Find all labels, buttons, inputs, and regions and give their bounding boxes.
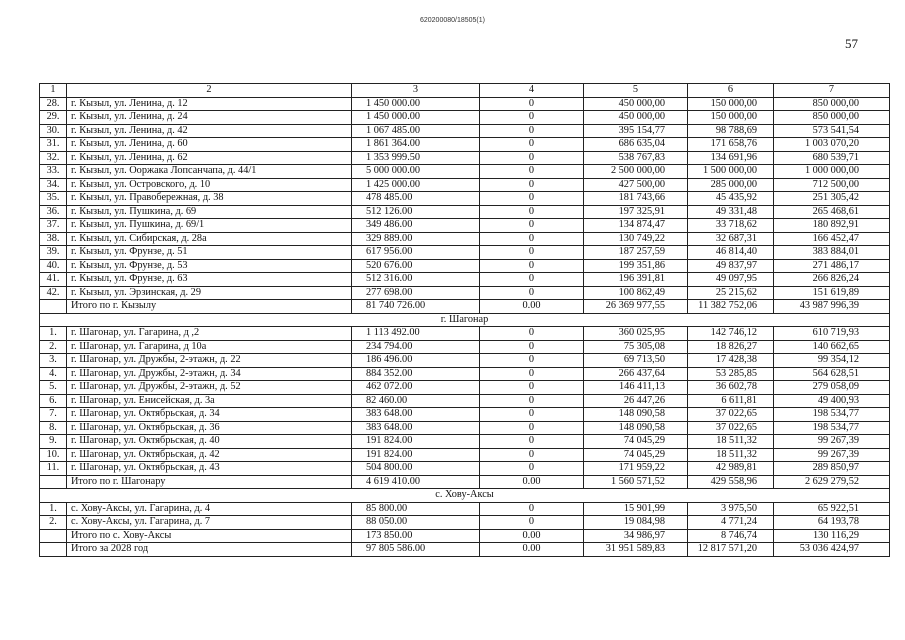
table-row-cell-3: 462 072.00 bbox=[352, 381, 480, 395]
table-row-cell-5: 74 045,29 bbox=[584, 448, 688, 462]
table-row-cell-6: 150 000,00 bbox=[688, 111, 774, 125]
table-row-cell-4: 0 bbox=[480, 232, 584, 246]
table-row-cell-3: 1 450 000.00 bbox=[352, 111, 480, 125]
header-row-cell-7: 7 bbox=[774, 84, 890, 98]
table-row bbox=[40, 124, 890, 138]
table-row-cell-6: 49 097,95 bbox=[688, 273, 774, 287]
header-row-cell-2: 2 bbox=[67, 84, 352, 98]
table-row-cell-2: с. Хову-Аксы, ул. Гагарина, д. 7 bbox=[67, 516, 352, 530]
table-row-cell-1: 3. bbox=[40, 354, 67, 368]
table-row-cell-3: 512 316.00 bbox=[352, 273, 480, 287]
table-row-cell-5: 538 767,83 bbox=[584, 151, 688, 165]
section-title-row bbox=[40, 313, 890, 327]
table-row-cell-6: 37 022,65 bbox=[688, 421, 774, 435]
grand-total-row-cell-3: 97 805 586.00 bbox=[352, 543, 480, 557]
subtotal-row-cell-2: Итого по г. Шагонару bbox=[67, 475, 352, 489]
table-row-cell-1: 33. bbox=[40, 165, 67, 179]
table-row-cell-5: 100 862,49 bbox=[584, 286, 688, 300]
table-row-cell-1: 6. bbox=[40, 394, 67, 408]
grand-total-row bbox=[40, 543, 890, 557]
table-row-cell-4: 0 bbox=[480, 502, 584, 516]
table-row-cell-3: 329 889.00 bbox=[352, 232, 480, 246]
table-row-cell-2: г. Шагонар, ул. Гагарина, д 10а bbox=[67, 340, 352, 354]
table-row-cell-3: 383 648.00 bbox=[352, 421, 480, 435]
subtotal-row-cell-7: 130 116,29 bbox=[774, 529, 890, 543]
table-row bbox=[40, 340, 890, 354]
table-row-cell-2: г. Шагонар, ул. Октябрьская, д. 42 bbox=[67, 448, 352, 462]
table-row-cell-1: 40. bbox=[40, 259, 67, 273]
table-row-cell-4: 0 bbox=[480, 246, 584, 260]
grand-total-row-cell-5: 31 951 589,83 bbox=[584, 543, 688, 557]
table-row-cell-3: 1 425 000.00 bbox=[352, 178, 480, 192]
table-row-cell-3: 1 113 492.00 bbox=[352, 327, 480, 341]
subtotal-row-cell-4: 0.00 bbox=[480, 529, 584, 543]
table-row-cell-4: 0 bbox=[480, 192, 584, 206]
table-row bbox=[40, 259, 890, 273]
table-row bbox=[40, 327, 890, 341]
table-row-cell-2: с. Хову-Аксы, ул. Гагарина, д. 4 bbox=[67, 502, 352, 516]
table-row-cell-5: 19 084,98 bbox=[584, 516, 688, 530]
table-row-cell-5: 450 000,00 bbox=[584, 111, 688, 125]
table-row-cell-7: 610 719,93 bbox=[774, 327, 890, 341]
table-row-cell-7: 850 000,00 bbox=[774, 111, 890, 125]
table-row-cell-2: г. Кызыл, ул. Островского, д. 10 bbox=[67, 178, 352, 192]
table-row-cell-2: г. Шагонар, ул. Октябрьская, д. 36 bbox=[67, 421, 352, 435]
table-row-cell-3: 512 126.00 bbox=[352, 205, 480, 219]
table-row-cell-7: 1 003 070,20 bbox=[774, 138, 890, 152]
table-row-cell-1: 1. bbox=[40, 327, 67, 341]
table-row-cell-2: г. Кызыл, ул. Пушкина, д. 69 bbox=[67, 205, 352, 219]
table-row-cell-1: 10. bbox=[40, 448, 67, 462]
table-row-cell-3: 191 824.00 bbox=[352, 448, 480, 462]
table-row-cell-7: 198 534,77 bbox=[774, 408, 890, 422]
subtotal-row-cell-3: 81 740 726.00 bbox=[352, 300, 480, 314]
table-row bbox=[40, 111, 890, 125]
table-row-cell-2: г. Кызыл, ул. Эрзинская, д. 29 bbox=[67, 286, 352, 300]
subtotal-row-cell-1 bbox=[40, 475, 67, 489]
table-row-cell-2: г. Шагонар, ул. Октябрьская, д. 43 bbox=[67, 462, 352, 476]
section-title-row bbox=[40, 489, 890, 503]
table-row-cell-7: 99 267,39 bbox=[774, 435, 890, 449]
table-row-cell-7: 180 892,91 bbox=[774, 219, 890, 233]
table-row-cell-6: 53 285,85 bbox=[688, 367, 774, 381]
subtotal-row-cell-5: 26 369 977,55 bbox=[584, 300, 688, 314]
subtotal-row-cell-7: 2 629 279,52 bbox=[774, 475, 890, 489]
table-row-cell-4: 0 bbox=[480, 394, 584, 408]
table-row-cell-6: 18 511,32 bbox=[688, 448, 774, 462]
budget-table bbox=[39, 83, 890, 557]
table-row-cell-1: 39. bbox=[40, 246, 67, 260]
table-row-cell-3: 383 648.00 bbox=[352, 408, 480, 422]
table-row-cell-6: 1 500 000,00 bbox=[688, 165, 774, 179]
table-row-cell-7: 573 541,54 bbox=[774, 124, 890, 138]
subtotal-row-cell-7: 43 987 996,39 bbox=[774, 300, 890, 314]
table-row bbox=[40, 408, 890, 422]
table-row-cell-2: г. Кызыл, ул. Ленина, д. 24 bbox=[67, 111, 352, 125]
table-row-cell-4: 0 bbox=[480, 138, 584, 152]
table-row-cell-4: 0 bbox=[480, 367, 584, 381]
section-title: с. Хову-Аксы bbox=[40, 489, 890, 503]
table-row-cell-5: 360 025,95 bbox=[584, 327, 688, 341]
table-row-cell-2: г. Кызыл, ул. Фрунзе, д. 51 bbox=[67, 246, 352, 260]
table-row-cell-7: 64 193,78 bbox=[774, 516, 890, 530]
table-row-cell-2: г. Кызыл, ул. Ленина, д. 62 bbox=[67, 151, 352, 165]
table-row bbox=[40, 286, 890, 300]
table-row-cell-2: г. Кызыл, ул. Пушкина, д. 69/1 bbox=[67, 219, 352, 233]
table-row-cell-1: 32. bbox=[40, 151, 67, 165]
table-row-cell-3: 884 352.00 bbox=[352, 367, 480, 381]
table-row-cell-6: 171 658,76 bbox=[688, 138, 774, 152]
table-row-cell-5: 197 325,91 bbox=[584, 205, 688, 219]
table-row-cell-2: г. Кызыл, ул. Фрунзе, д. 63 bbox=[67, 273, 352, 287]
table-row-cell-4: 0 bbox=[480, 354, 584, 368]
table-row-cell-6: 142 746,12 bbox=[688, 327, 774, 341]
table-row-cell-4: 0 bbox=[480, 340, 584, 354]
table-row-cell-1: 8. bbox=[40, 421, 67, 435]
table-row-cell-5: 199 351,86 bbox=[584, 259, 688, 273]
table-row-cell-1: 2. bbox=[40, 516, 67, 530]
section-title: г. Шагонар bbox=[40, 313, 890, 327]
table-row bbox=[40, 502, 890, 516]
table-row-cell-1: 29. bbox=[40, 111, 67, 125]
table-row-cell-7: 65 922,51 bbox=[774, 502, 890, 516]
table-row-cell-5: 171 959,22 bbox=[584, 462, 688, 476]
table-row-cell-7: 251 305,42 bbox=[774, 192, 890, 206]
table-row-cell-6: 17 428,38 bbox=[688, 354, 774, 368]
table-row-cell-1: 31. bbox=[40, 138, 67, 152]
table-row bbox=[40, 219, 890, 233]
table-row-cell-4: 0 bbox=[480, 178, 584, 192]
subtotal-row-cell-2: Итого по с. Хову-Аксы bbox=[67, 529, 352, 543]
table-row-cell-2: г. Кызыл, ул. Ленина, д. 60 bbox=[67, 138, 352, 152]
header-row-cell-5: 5 bbox=[584, 84, 688, 98]
table-row-cell-1: 4. bbox=[40, 367, 67, 381]
table-row-cell-6: 4 771,24 bbox=[688, 516, 774, 530]
table-row-cell-3: 85 800.00 bbox=[352, 502, 480, 516]
table-row-cell-1: 41. bbox=[40, 273, 67, 287]
subtotal-row-cell-1 bbox=[40, 300, 67, 314]
table-row-cell-4: 0 bbox=[480, 462, 584, 476]
grand-total-row-cell-2: Итого за 2028 год bbox=[67, 543, 352, 557]
table-row-cell-2: г. Кызыл, ул. Сибирская, д. 28а bbox=[67, 232, 352, 246]
subtotal-row-cell-5: 1 560 571,52 bbox=[584, 475, 688, 489]
table-row bbox=[40, 205, 890, 219]
table-row-cell-6: 98 788,69 bbox=[688, 124, 774, 138]
table-row-cell-6: 37 022,65 bbox=[688, 408, 774, 422]
subtotal-row-cell-5: 34 986,97 bbox=[584, 529, 688, 543]
table-row-cell-6: 134 691,96 bbox=[688, 151, 774, 165]
table-row bbox=[40, 165, 890, 179]
table-row-cell-4: 0 bbox=[480, 421, 584, 435]
table-row-cell-3: 277 698.00 bbox=[352, 286, 480, 300]
subtotal-row-cell-3: 173 850.00 bbox=[352, 529, 480, 543]
table-row-cell-2: г. Кызыл, ул. Ооржака Лопсанчапа, д. 44/1 bbox=[67, 165, 352, 179]
subtotal-row bbox=[40, 475, 890, 489]
table-row-cell-6: 6 611,81 bbox=[688, 394, 774, 408]
table-row-cell-6: 18 511,32 bbox=[688, 435, 774, 449]
header-row bbox=[40, 84, 890, 98]
table-row-cell-6: 3 975,50 bbox=[688, 502, 774, 516]
grand-total-row-cell-4: 0.00 bbox=[480, 543, 584, 557]
table-row-cell-7: 289 850,97 bbox=[774, 462, 890, 476]
grand-total-row-cell-1 bbox=[40, 543, 67, 557]
table-row-cell-1: 34. bbox=[40, 178, 67, 192]
table-row-cell-7: 850 000,00 bbox=[774, 97, 890, 111]
table-row-cell-7: 99 354,12 bbox=[774, 354, 890, 368]
table-row bbox=[40, 421, 890, 435]
table-row-cell-6: 33 718,62 bbox=[688, 219, 774, 233]
table-row-cell-6: 45 435,92 bbox=[688, 192, 774, 206]
table-row-cell-1: 7. bbox=[40, 408, 67, 422]
table-row-cell-3: 191 824.00 bbox=[352, 435, 480, 449]
table-row-cell-2: г. Шагонар, ул. Дружбы, 2-этажн, д. 52 bbox=[67, 381, 352, 395]
table-row-cell-5: 450 000,00 bbox=[584, 97, 688, 111]
table-row-cell-3: 1 861 364.00 bbox=[352, 138, 480, 152]
table-row bbox=[40, 354, 890, 368]
table-row-cell-5: 427 500,00 bbox=[584, 178, 688, 192]
document-id: 620200080/18505(1) bbox=[419, 17, 485, 24]
table-row-cell-6: 25 215,62 bbox=[688, 286, 774, 300]
table-row-cell-5: 134 874,47 bbox=[584, 219, 688, 233]
table-row-cell-4: 0 bbox=[480, 97, 584, 111]
table-row-cell-6: 150 000,00 bbox=[688, 97, 774, 111]
table-row-cell-6: 32 687,31 bbox=[688, 232, 774, 246]
header-row-cell-1: 1 bbox=[40, 84, 67, 98]
table-row-cell-4: 0 bbox=[480, 381, 584, 395]
table-row-cell-7: 383 884,01 bbox=[774, 246, 890, 260]
table-row-cell-5: 130 749,22 bbox=[584, 232, 688, 246]
table-row-cell-4: 0 bbox=[480, 151, 584, 165]
table-body bbox=[40, 84, 890, 557]
table-row-cell-5: 187 257,59 bbox=[584, 246, 688, 260]
table-row-cell-4: 0 bbox=[480, 273, 584, 287]
subtotal-row-cell-6: 429 558,96 bbox=[688, 475, 774, 489]
table-row-cell-5: 395 154,77 bbox=[584, 124, 688, 138]
table-row-cell-6: 46 814,40 bbox=[688, 246, 774, 260]
table-row-cell-4: 0 bbox=[480, 286, 584, 300]
table-row-cell-1: 9. bbox=[40, 435, 67, 449]
table-row-cell-1: 1. bbox=[40, 502, 67, 516]
subtotal-row-cell-2: Итого по г. Кызылу bbox=[67, 300, 352, 314]
table-row-cell-4: 0 bbox=[480, 165, 584, 179]
table-row-cell-6: 18 826,27 bbox=[688, 340, 774, 354]
table-row bbox=[40, 367, 890, 381]
grand-total-row-cell-7: 53 036 424,97 bbox=[774, 543, 890, 557]
table-row-cell-5: 15 901,99 bbox=[584, 502, 688, 516]
table-row-cell-5: 148 090,58 bbox=[584, 408, 688, 422]
subtotal-row-cell-1 bbox=[40, 529, 67, 543]
table-row-cell-5: 75 305,08 bbox=[584, 340, 688, 354]
table-row bbox=[40, 448, 890, 462]
table-row-cell-4: 0 bbox=[480, 327, 584, 341]
table-row-cell-3: 617 956.00 bbox=[352, 246, 480, 260]
table-row-cell-7: 712 500,00 bbox=[774, 178, 890, 192]
table-row-cell-5: 74 045,29 bbox=[584, 435, 688, 449]
table-row-cell-3: 186 496.00 bbox=[352, 354, 480, 368]
header-row-cell-4: 4 bbox=[480, 84, 584, 98]
subtotal-row-cell-3: 4 619 410.00 bbox=[352, 475, 480, 489]
table-row-cell-4: 0 bbox=[480, 448, 584, 462]
table-row-cell-1: 36. bbox=[40, 205, 67, 219]
table-row-cell-7: 279 058,09 bbox=[774, 381, 890, 395]
table-row bbox=[40, 435, 890, 449]
table-row-cell-1: 37. bbox=[40, 219, 67, 233]
table-row-cell-3: 349 486.00 bbox=[352, 219, 480, 233]
table-row-cell-2: г. Шагонар, ул. Дружбы, 2-этажн, д. 34 bbox=[67, 367, 352, 381]
table-row bbox=[40, 462, 890, 476]
subtotal-row-cell-6: 8 746,74 bbox=[688, 529, 774, 543]
table-row-cell-5: 69 713,50 bbox=[584, 354, 688, 368]
table-row-cell-7: 266 826,24 bbox=[774, 273, 890, 287]
table-row-cell-7: 271 486,17 bbox=[774, 259, 890, 273]
table-row bbox=[40, 97, 890, 111]
table-row bbox=[40, 273, 890, 287]
table-row-cell-5: 148 090,58 bbox=[584, 421, 688, 435]
table-row-cell-1: 5. bbox=[40, 381, 67, 395]
table-row-cell-3: 5 000 000.00 bbox=[352, 165, 480, 179]
table-row-cell-7: 49 400,93 bbox=[774, 394, 890, 408]
table-row-cell-7: 198 534,77 bbox=[774, 421, 890, 435]
table-row-cell-4: 0 bbox=[480, 219, 584, 233]
table-row bbox=[40, 192, 890, 206]
table-row-cell-3: 478 485.00 bbox=[352, 192, 480, 206]
table-row-cell-1: 2. bbox=[40, 340, 67, 354]
table-row-cell-1: 42. bbox=[40, 286, 67, 300]
table-row-cell-5: 266 437,64 bbox=[584, 367, 688, 381]
table-row-cell-7: 564 628,51 bbox=[774, 367, 890, 381]
table-row-cell-5: 2 500 000,00 bbox=[584, 165, 688, 179]
table-row-cell-4: 0 bbox=[480, 124, 584, 138]
table-row-cell-7: 265 468,61 bbox=[774, 205, 890, 219]
table-row-cell-7: 1 000 000,00 bbox=[774, 165, 890, 179]
table-row-cell-1: 35. bbox=[40, 192, 67, 206]
subtotal-row-cell-4: 0.00 bbox=[480, 300, 584, 314]
subtotal-row-cell-4: 0.00 bbox=[480, 475, 584, 489]
table-row-cell-7: 166 452,47 bbox=[774, 232, 890, 246]
table-row bbox=[40, 151, 890, 165]
table-row-cell-4: 0 bbox=[480, 516, 584, 530]
table-row-cell-2: г. Кызыл, ул. Ленина, д. 12 bbox=[67, 97, 352, 111]
table-row-cell-7: 151 619,89 bbox=[774, 286, 890, 300]
table-row-cell-3: 88 050.00 bbox=[352, 516, 480, 530]
grand-total-row-cell-6: 12 817 571,20 bbox=[688, 543, 774, 557]
table-row-cell-1: 11. bbox=[40, 462, 67, 476]
table-row-cell-4: 0 bbox=[480, 259, 584, 273]
table-row-cell-6: 49 331,48 bbox=[688, 205, 774, 219]
table-row-cell-4: 0 bbox=[480, 435, 584, 449]
table-row-cell-1: 30. bbox=[40, 124, 67, 138]
table-row-cell-6: 42 989,81 bbox=[688, 462, 774, 476]
table-row-cell-2: г. Шагонар, ул. Гагарина, д ,2 bbox=[67, 327, 352, 341]
table-row bbox=[40, 138, 890, 152]
table-row-cell-5: 146 411,13 bbox=[584, 381, 688, 395]
table-row-cell-3: 520 676.00 bbox=[352, 259, 480, 273]
subtotal-row-cell-6: 11 382 752,06 bbox=[688, 300, 774, 314]
table-row-cell-3: 234 794.00 bbox=[352, 340, 480, 354]
table-row bbox=[40, 394, 890, 408]
subtotal-row bbox=[40, 300, 890, 314]
table-row-cell-3: 1 353 999.50 bbox=[352, 151, 480, 165]
header-row-cell-6: 6 bbox=[688, 84, 774, 98]
table-row-cell-2: г. Шагонар, ул. Октябрьская, д. 34 bbox=[67, 408, 352, 422]
table-row-cell-3: 82 460.00 bbox=[352, 394, 480, 408]
page-number: 57 bbox=[845, 36, 858, 51]
table-row bbox=[40, 516, 890, 530]
subtotal-row bbox=[40, 529, 890, 543]
table-row-cell-2: г. Шагонар, ул. Дружбы, 2-этажн, д. 22 bbox=[67, 354, 352, 368]
table-row-cell-2: г. Кызыл, ул. Правобережная, д. 38 bbox=[67, 192, 352, 206]
table-row-cell-4: 0 bbox=[480, 205, 584, 219]
table-row-cell-1: 28. bbox=[40, 97, 67, 111]
table-row-cell-7: 680 539,71 bbox=[774, 151, 890, 165]
table-row-cell-4: 0 bbox=[480, 111, 584, 125]
table-row-cell-1: 38. bbox=[40, 232, 67, 246]
table-row bbox=[40, 232, 890, 246]
table-row bbox=[40, 178, 890, 192]
table-row-cell-3: 1 450 000.00 bbox=[352, 97, 480, 111]
header-row-cell-3: 3 bbox=[352, 84, 480, 98]
table-row-cell-3: 504 800.00 bbox=[352, 462, 480, 476]
table-row-cell-5: 686 635,04 bbox=[584, 138, 688, 152]
table-row-cell-6: 36 602,78 bbox=[688, 381, 774, 395]
table-row-cell-4: 0 bbox=[480, 408, 584, 422]
table-row-cell-2: г. Кызыл, ул. Фрунзе, д. 53 bbox=[67, 259, 352, 273]
table-row-cell-5: 26 447,26 bbox=[584, 394, 688, 408]
table-row-cell-2: г. Шагонар, ул. Октябрьская, д. 40 bbox=[67, 435, 352, 449]
table-row-cell-7: 99 267,39 bbox=[774, 448, 890, 462]
table-row-cell-6: 285 000,00 bbox=[688, 178, 774, 192]
table-row-cell-2: г. Шагонар, ул. Енисейская, д. 3а bbox=[67, 394, 352, 408]
table-row-cell-3: 1 067 485.00 bbox=[352, 124, 480, 138]
table-row bbox=[40, 381, 890, 395]
table-row-cell-7: 140 662,65 bbox=[774, 340, 890, 354]
table-row-cell-5: 196 391,81 bbox=[584, 273, 688, 287]
table-row-cell-2: г. Кызыл, ул. Ленина, д. 42 bbox=[67, 124, 352, 138]
table-row bbox=[40, 246, 890, 260]
table-row-cell-6: 49 837,97 bbox=[688, 259, 774, 273]
table-row-cell-5: 181 743,66 bbox=[584, 192, 688, 206]
